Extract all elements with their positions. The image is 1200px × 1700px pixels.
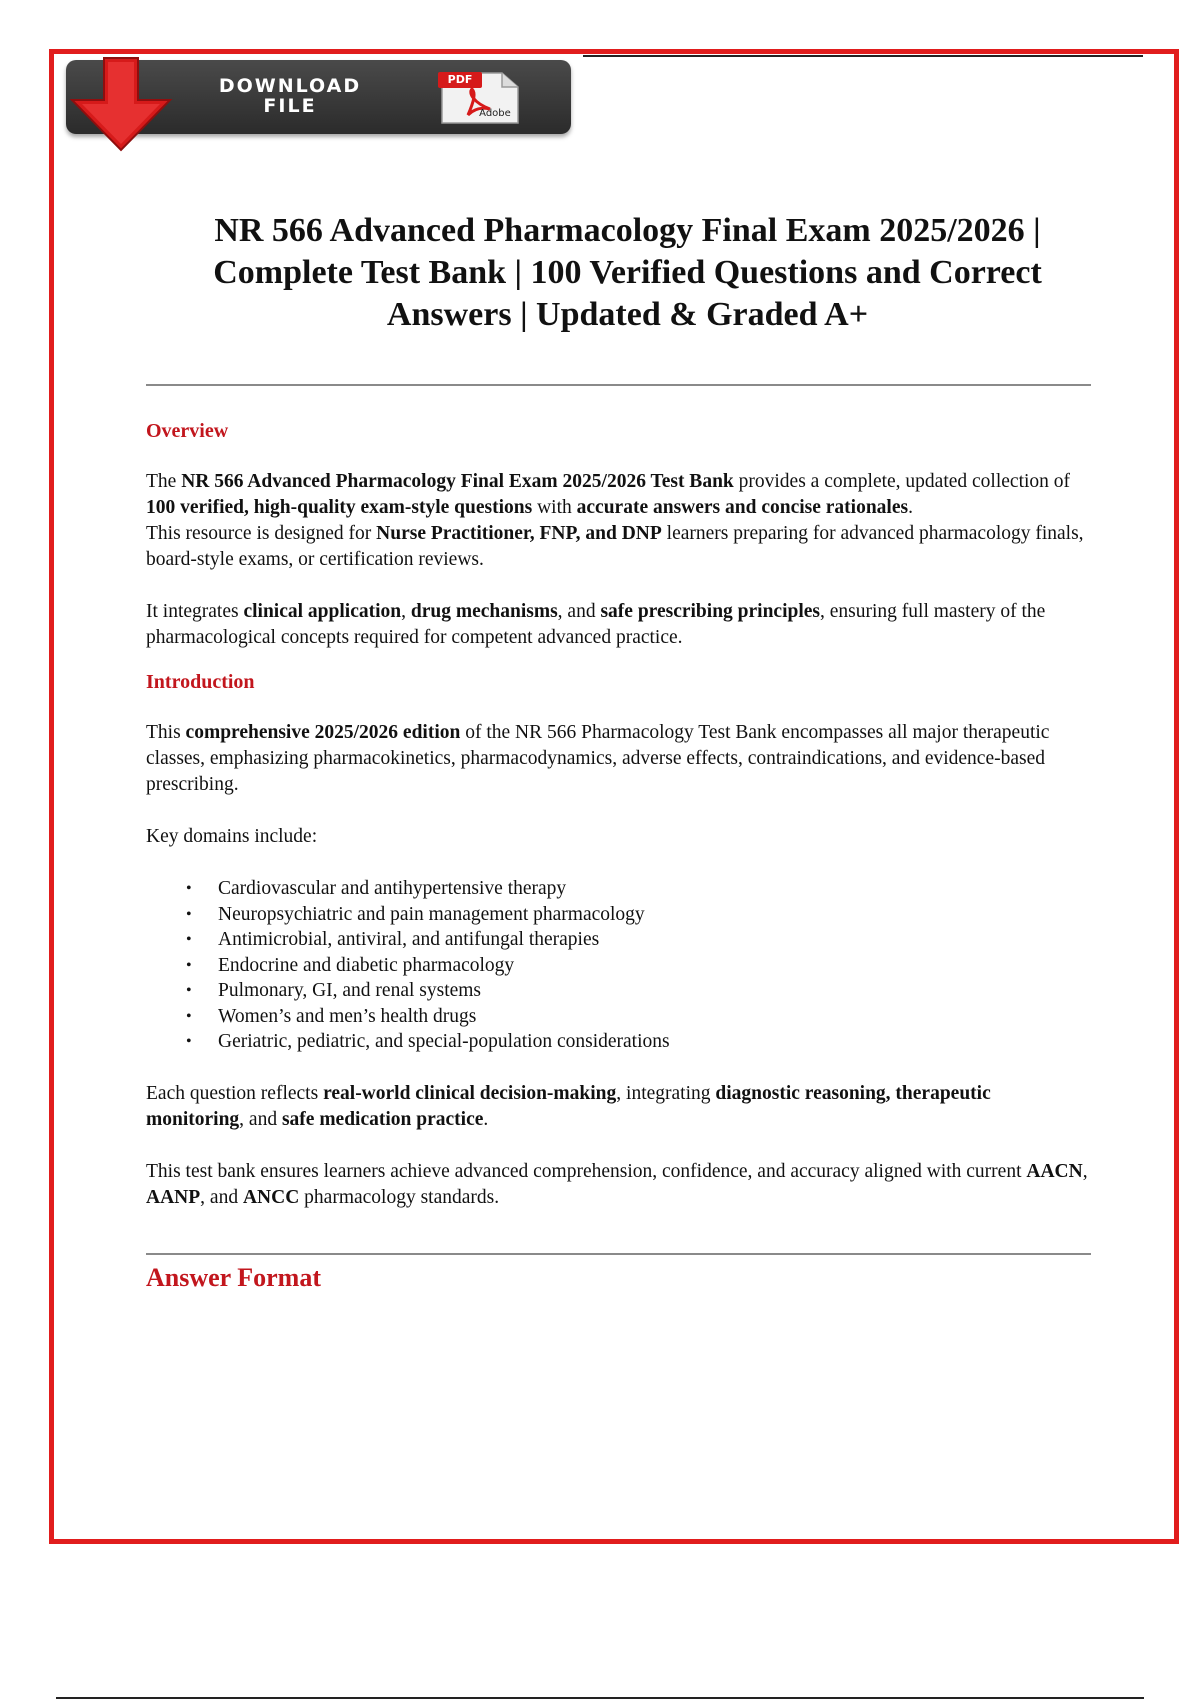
introduction-paragraph-3: This test bank ensures learners achieve advanced comprehension, confidence, and accuracy aligned with current AACN, AANP, and ANCC pharmacology standards. xyxy=(146,1160,1088,1208)
list-item: • Endocrine and diabetic pharmacology xyxy=(218,953,1091,979)
bullet-icon: • xyxy=(186,905,192,923)
list-item: • Women’s and men’s health drugs xyxy=(218,1004,1091,1030)
overview-paragraph-1: The NR 566 Advanced Pharmacology Final Exam 2025/2026 Test Bank provides a complete, updated collection of 100 verified, high-quality exam-style questions with accurate answers and concise rationales. xyxy=(146,471,1071,518)
document-title: NR 566 Advanced Pharmacology Final Exam 2025/2026 | Complete Test Bank | 100 Verified Questions and Correct Answers | Updated & Graded A+ xyxy=(213,212,1042,333)
bullet-icon: • xyxy=(186,956,192,974)
bottom-rule xyxy=(56,1697,1144,1699)
introduction-paragraph-1: This comprehensive 2025/2026 edition of the NR 566 Pharmacology Test Bank encompasses all major therapeutic classes, emphasizing pharmacokinetics, pharmacodynamics, adverse effects, contraindications, and evidence-based prescribing. xyxy=(146,722,1050,795)
download-arrow-icon[interactable] xyxy=(66,56,186,152)
bullet-icon: • xyxy=(186,982,192,999)
bullet-icon: • xyxy=(186,880,192,897)
overview-paragraph-2: This resource is designed for Nurse Practitioner, FNP, and DNP learners preparing for advanced pharmacology finals, board-style exams, or certification reviews. xyxy=(146,523,1084,570)
answer-format-divider xyxy=(146,1253,1091,1255)
adobe-label: Adobe xyxy=(479,108,511,119)
download-file-label[interactable] xyxy=(190,76,390,116)
list-item: • Pulmonary, GI, and renal systems xyxy=(218,978,1091,1004)
list-item: • Neuropsychiatric and pain management pharmacology xyxy=(218,902,1091,928)
download-label-line1: DOWNLOAD xyxy=(218,75,362,97)
bullet-icon: • xyxy=(186,1007,192,1025)
key-domains-label: Key domains include: xyxy=(146,826,318,847)
introduction-heading: Introduction xyxy=(146,671,255,693)
list-item: • Geriatric, pediatric, and special-population considerations xyxy=(218,1029,1091,1055)
answer-format-heading: Answer Format xyxy=(146,1262,321,1292)
introduction-paragraph-2: Each question reflects real-world clinical decision-making, integrating diagnostic reasoning, therapeutic monitoring, and safe medication practice. xyxy=(146,1082,991,1130)
top-rule xyxy=(583,55,1143,57)
title-divider xyxy=(146,384,1091,386)
download-label-line2: FILE xyxy=(263,95,317,117)
overview-heading: Overview xyxy=(146,420,229,442)
pdf-badge: PDF xyxy=(438,72,482,88)
list-item: • Cardiovascular and antihypertensive therapy xyxy=(218,876,1091,902)
overview-paragraph-3: It integrates clinical application, drug mechanisms, and safe prescribing principles, ensuring full mastery of the pharmacological concepts required for competent advanced practice. xyxy=(146,601,1046,648)
bullet-icon: • xyxy=(186,931,192,948)
key-domains-list xyxy=(146,876,1091,1055)
bullet-icon: • xyxy=(186,1033,192,1050)
document-body xyxy=(146,210,1091,1293)
list-item: • Antimicrobial, antiviral, and antifungal therapies xyxy=(218,927,1091,953)
